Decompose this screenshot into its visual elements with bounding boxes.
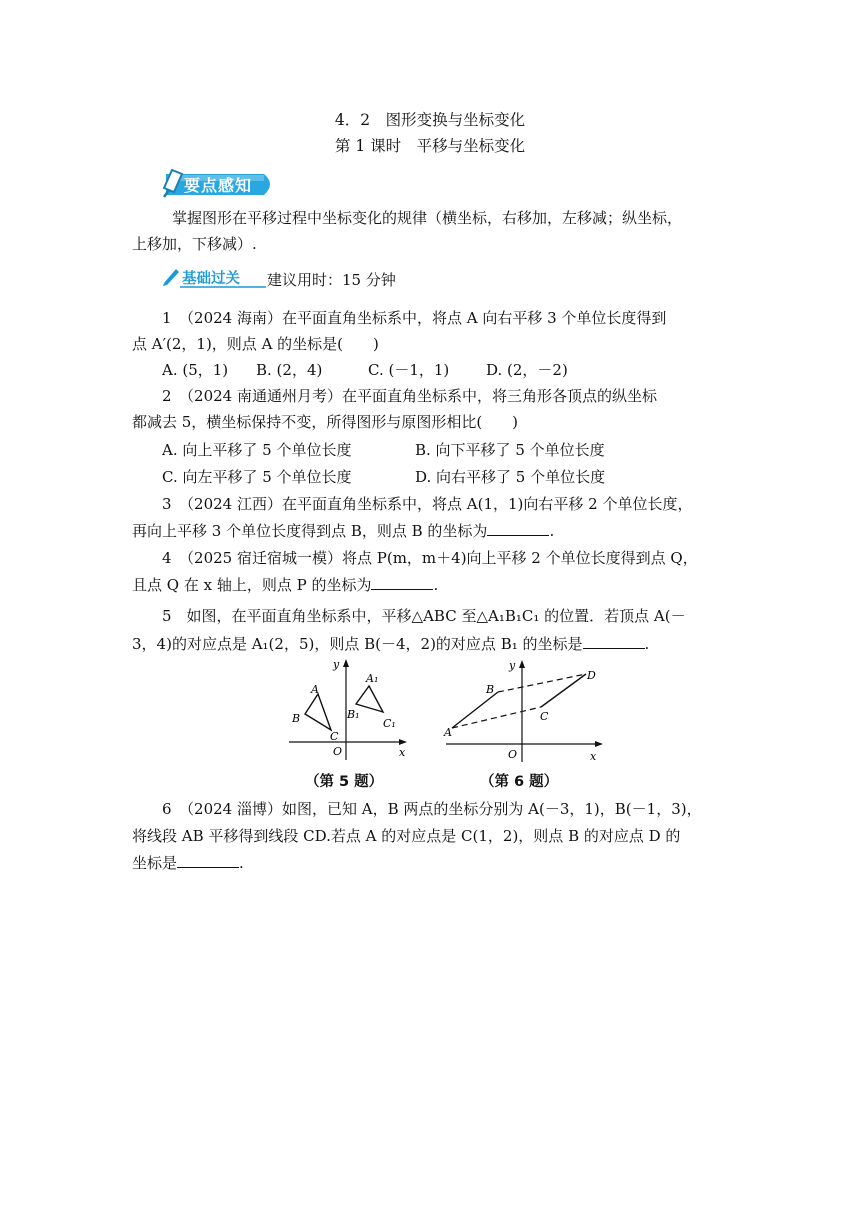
fig5-label-c: C [330,730,339,743]
fig6-label-a: A [444,726,452,739]
key-points-label: 要点感知 [184,176,253,195]
q6-line3 [132,853,244,873]
q1-option-c: C. (－1，1) [368,361,450,379]
fig5-label-a1: A₁ [366,672,379,685]
q1-option-a: A. (5，1) [162,361,229,379]
q3-line2 [132,521,554,541]
q1-option-b: B. (2，4) [256,361,323,379]
q5-line2 [132,634,649,654]
q4-line1: 4 （2025 宿迁宿城一模）将点 P(m，m＋4)向上平移 2 个单位长度得到点 Q， [162,549,698,567]
q2-option-c: C. 向左平移了 5 个单位长度 [162,468,352,486]
key-points-text-line1: 掌握图形在平移过程中坐标变化的规律（横坐标，右移加，左移减；纵坐标， [172,209,683,227]
fig5-y-arrow [343,659,349,667]
q4-answer-blank[interactable] [371,575,433,590]
q2-option-a: A. 向上平移了 5 个单位长度 [162,441,352,459]
fig5-x-arrow [399,739,407,745]
fig6-segment-cd [541,674,586,707]
figure-6-caption: （第 6 题） [480,774,559,790]
q4-line2 [132,575,438,595]
q2-line1: 2 （2024 南通通州月考）在平面直角坐标系中，将三角形各顶点的纵坐标 [162,387,657,405]
q4-line2-text: 且点 Q 在 x 轴上，则点 P 的坐标为 [132,576,372,594]
fig5-label-c1: C₁ [383,717,396,730]
q6-answer-blank[interactable] [177,853,239,868]
q3-line2-text: 再向上平移 3 个单位长度得到点 B，则点 B 的坐标为 [132,522,488,540]
q3-line2-end: . [549,522,555,540]
fig5-triangle-abc [305,694,331,730]
q5-line2-text: 3，4)的对应点是 A₁(2，5)，则点 B(－4，2)的对应点 B₁ 的坐标是 [132,635,583,653]
time-note: 建议用时：15 分钟 [267,271,396,289]
fig6-label-o: O [508,748,518,761]
fig5-label-b: B [292,712,301,725]
fig5-label-o: O [333,745,343,758]
q1-line1: 1 （2024 海南）在平面直角坐标系中，将点 A 向右平移 3 个单位长度得到 [162,309,667,327]
fig6-label-d: D [587,669,596,682]
q2-line2: 都减去 5，横坐标保持不变，所得图形与原图形相比( ) [132,413,519,431]
q1-option-d: D. (2，－2) [486,361,568,379]
figure-6 [440,656,610,766]
q6-line3-text: 坐标是 [132,854,178,872]
q5-line2-end: . [644,635,650,653]
basic-underline [180,285,266,289]
q3-answer-blank[interactable] [487,521,549,536]
fig5-label-a: A [311,683,319,696]
basic-section-label: 基础过关 [182,271,240,287]
q3-line1: 3 （2024 江西）在平面直角坐标系中，将点 A(1，1)向右平移 2 个单位长度， [162,495,693,513]
pencil-icon [160,265,182,287]
fig5-label-x: x [399,746,406,759]
figure-5 [285,656,415,766]
q6-line2: 将线段 AB 平移得到线段 CD.若点 A 的对应点是 C(1，2)，则点 B 的对应点 D 的 [132,827,681,845]
q5-line1: 5 如图，在平面直角坐标系中，平移△ABC 至△A₁B₁C₁ 的位置．若顶点 A(－ [162,607,686,625]
fig6-label-x: x [590,750,597,763]
fig6-y-arrow [519,660,525,668]
fig5-label-b1: B₁ [347,708,360,721]
lesson-title: 第 1 课时 平移与坐标变化 [334,137,526,155]
figure-5-caption: （第 5 题） [305,774,384,790]
q6-line1: 6 （2024 淄博）如图，已知 A，B 两点的坐标分别为 A(－3，1)，B(－1，3)， [162,800,702,818]
q2-option-b: B. 向下平移了 5 个单位长度 [415,441,605,459]
q4-line2-end: . [433,576,439,594]
section-title: 4．2 图形变换与坐标变化 [334,111,526,129]
fig6-label-b: B [486,683,495,696]
fig6-x-arrow [595,741,603,747]
key-points-text-line2: 上移加，下移减）. [132,235,257,253]
fig6-label-y: y [509,659,516,672]
fig5-triangle-a1b1c1 [356,686,383,712]
fig5-label-y: y [333,658,340,671]
q2-option-d: D. 向右平移了 5 个单位长度 [415,468,606,486]
fig6-label-c: C [540,710,549,723]
q6-line3-end: . [239,854,244,872]
pushpin-icon [160,166,186,198]
q5-answer-blank[interactable] [583,634,645,649]
q1-line2: 点 A′(2，1)，则点 A 的坐标是( ) [132,335,379,353]
